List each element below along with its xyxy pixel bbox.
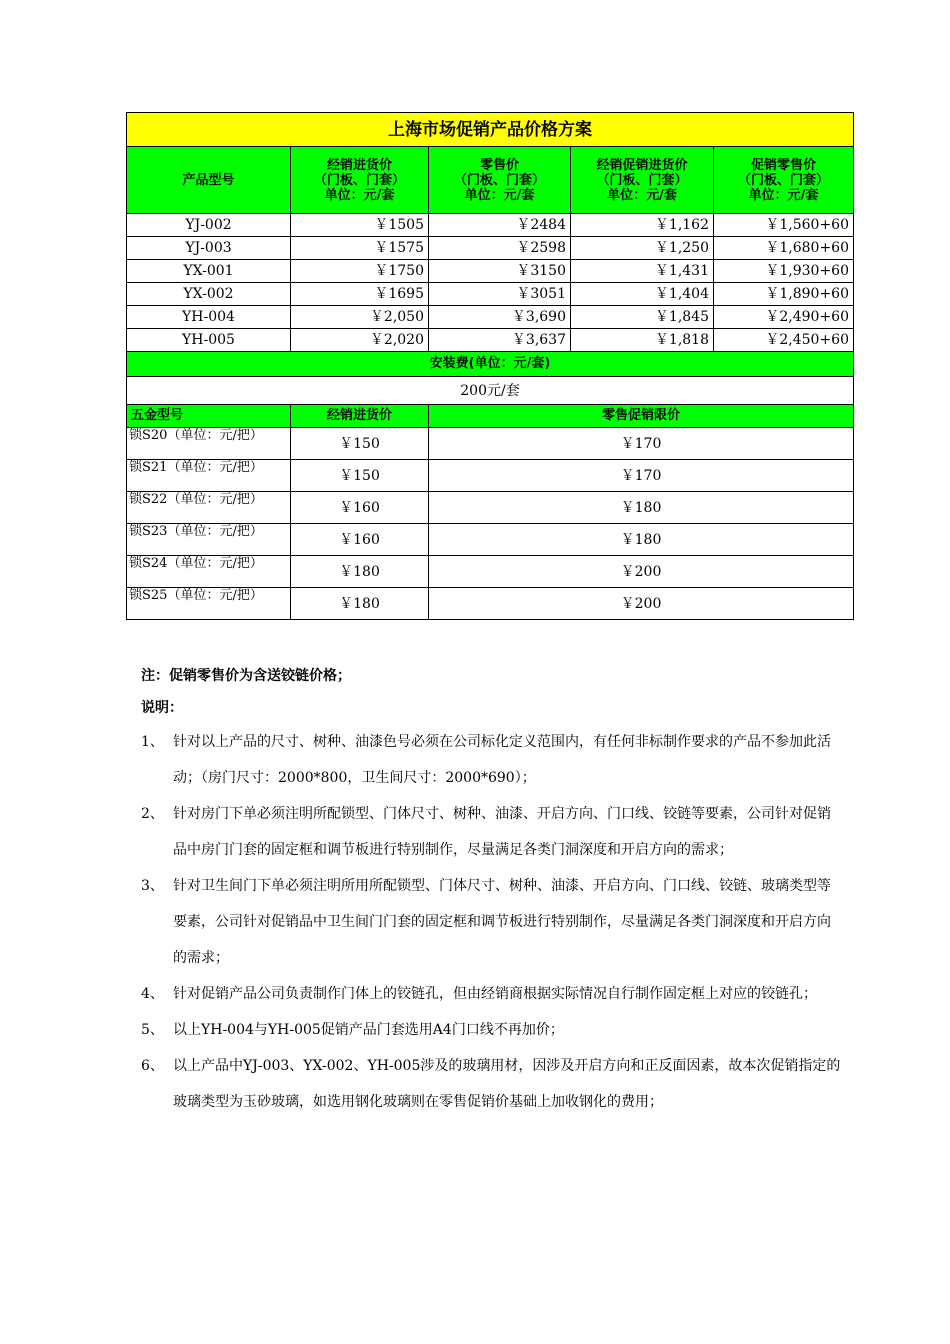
table-cell: ￥3150 [429,260,571,283]
item-number: 3、 [141,878,164,894]
table-cell: ￥1,404 [571,283,714,306]
table-cell: ￥2,050 [291,306,429,329]
table-cell: ￥1695 [291,283,429,306]
table-cell: YJ-002 [127,214,291,237]
item-text: 针对房门下单必须注明所配锁型、门体尺寸、树种、油漆、开启方向、门口线、铰链等要素，公司针对促销品中房门门套的固定框和调节板进行特别制作，尽量满足各类门洞深度和开启方向的需求； [173,806,831,858]
description-item [141,1012,841,1048]
table-cell: ￥1,431 [571,260,714,283]
retail-limit-price: ￥200 [429,556,854,588]
hardware-row [127,524,854,556]
table-cell: ￥1750 [291,260,429,283]
hardware-row [127,556,854,588]
description-item [141,868,841,976]
table-cell: ￥1,845 [571,306,714,329]
table-cell: ￥1575 [291,237,429,260]
retail-limit-price: ￥170 [429,428,854,460]
item-number: 1、 [141,734,164,750]
item-number: 4、 [141,986,164,1002]
table-row [127,283,854,306]
table-cell: YX-001 [127,260,291,283]
hw-col-header: 经销进货价 [291,405,429,428]
table-cell: ￥2,450+60 [714,329,854,352]
dealer-price: ￥160 [291,492,429,524]
table-cell: ￥1,680+60 [714,237,854,260]
table-cell: ￥2598 [429,237,571,260]
lock-model: 锁S22（单位：元/把） [127,492,291,524]
retail-limit-price: ￥170 [429,460,854,492]
table-cell: ￥2,490+60 [714,306,854,329]
table-cell: YH-005 [127,329,291,352]
table-cell: ￥1,818 [571,329,714,352]
item-text: 以上产品中YJ-003、YX-002、YH-005涉及的玻璃用材，因涉及开启方向和正反面因素，故本次促销指定的玻璃类型为玉砂玻璃，如选用钢化玻璃则在零售促销价基础上加收钢化的费用； [173,1058,841,1110]
table-cell: ￥2,020 [291,329,429,352]
item-text: 针对卫生间门下单必须注明所用所配锁型、门体尺寸、树种、油漆、开启方向、门口线、铰链、玻璃类型等要素，公司针对促销品中卫生间门门套的固定框和调节板进行特别制作，尽量满足各类门洞深度和开启方向的需求； [173,878,831,966]
description-item [141,796,841,868]
col-header: 经销促销进货价 （门板、门套） 单位：元/套 [571,147,714,214]
retail-limit-price: ￥180 [429,524,854,556]
notes-section [141,660,841,1120]
table-cell: YX-002 [127,283,291,306]
col-header: 促销零售价 （门板、门套） 单位：元/套 [714,147,854,214]
install-fee-row [127,377,854,405]
dealer-price: ￥180 [291,588,429,620]
table-cell: YJ-003 [127,237,291,260]
note-line: 注：促销零售价为含送铰链价格； [141,668,351,684]
table-row [127,329,854,352]
lock-model: 锁S24（单位：元/把） [127,556,291,588]
hardware-header-row [127,405,854,428]
hardware-row [127,428,854,460]
dealer-price: ￥150 [291,428,429,460]
table-cell: ￥3,637 [429,329,571,352]
hardware-row [127,492,854,524]
install-fee-label: 安装费(单位：元/套) [127,352,854,377]
col-header: 经销进货价 （门板、门套） 单位：元/套 [291,147,429,214]
table-row [127,306,854,329]
description-item [141,724,841,796]
item-text: 针对促销产品公司负责制作门体上的铰链孔，但由经销商根据实际情况自行制作固定框上对应的铰链孔； [173,986,817,1002]
table-cell: ￥2484 [429,214,571,237]
table-cell: ￥3051 [429,283,571,306]
item-text: 针对以上产品的尺寸、树种、油漆色号必须在公司标化定义范围内，有任何非标制作要求的产品不参加此活动；（房门尺寸：2000*800，卫生间尺寸：2000*690）； [173,734,831,786]
table-cell: YH-004 [127,306,291,329]
item-number: 2、 [141,806,164,822]
retail-limit-price: ￥200 [429,588,854,620]
table-row [127,260,854,283]
price-table [126,112,854,620]
dealer-price: ￥180 [291,556,429,588]
table-cell: ￥1,250 [571,237,714,260]
table-header-row [127,147,854,214]
table-cell: ￥1505 [291,214,429,237]
hw-col-header: 零售促销限价 [429,405,854,428]
hardware-row [127,460,854,492]
item-number: 6、 [141,1058,164,1074]
table-cell: ￥1,162 [571,214,714,237]
col-header: 产品型号 [127,147,291,214]
col-header: 零售价 （门板、门套） 单位：元/套 [429,147,571,214]
item-text: 以上YH-004与YH-005促销产品门套选用A4门口线不再加价； [173,1022,564,1038]
hw-col-header: 五金型号 [127,405,291,428]
lock-model: 锁S25（单位：元/把） [127,588,291,620]
item-number: 5、 [141,1022,164,1038]
description-item [141,1048,841,1120]
description-item [141,976,841,1012]
retail-limit-price: ￥180 [429,492,854,524]
lock-model: 锁S21（单位：元/把） [127,460,291,492]
table-cell: ￥3,690 [429,306,571,329]
table-row [127,237,854,260]
table-cell: ￥1,560+60 [714,214,854,237]
lock-model: 锁S20（单位：元/把） [127,428,291,460]
table-title: 上海市场促销产品价格方案 [127,113,854,147]
table-row [127,214,854,237]
install-fee-value: 200元/套 [127,377,854,405]
table-cell: ￥1,930+60 [714,260,854,283]
description-heading: 说明： [141,700,183,716]
dealer-price: ￥160 [291,524,429,556]
dealer-price: ￥150 [291,460,429,492]
hardware-row [127,588,854,620]
table-cell: ￥1,890+60 [714,283,854,306]
install-fee-header [127,352,854,377]
lock-model: 锁S23（单位：元/把） [127,524,291,556]
